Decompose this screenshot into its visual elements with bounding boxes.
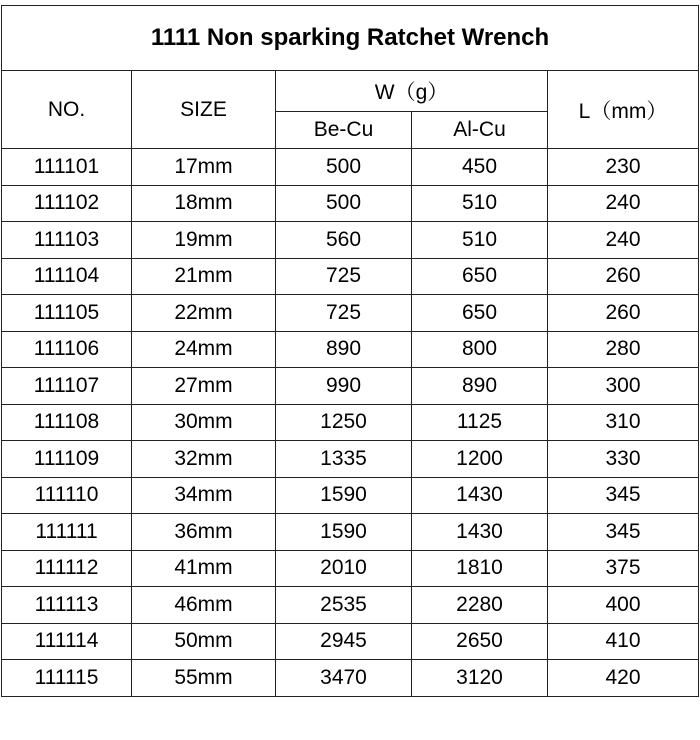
cell-length: 240 xyxy=(548,185,699,222)
cell-al-cu: 1430 xyxy=(412,477,548,514)
cell-be-cu: 2535 xyxy=(276,587,412,624)
cell-length: 345 xyxy=(548,477,699,514)
table-title: 1111 Non sparking Ratchet Wrench xyxy=(2,6,699,71)
cell-be-cu: 1335 xyxy=(276,441,412,478)
cell-be-cu: 560 xyxy=(276,222,412,259)
header-al-cu: Al-Cu xyxy=(412,112,548,149)
table-row xyxy=(2,222,699,259)
cell-size: 30mm xyxy=(132,404,276,441)
cell-no: 111113 xyxy=(2,587,132,624)
cell-length: 240 xyxy=(548,222,699,259)
cell-no: 111101 xyxy=(2,149,132,186)
cell-no: 111107 xyxy=(2,368,132,405)
table-row xyxy=(2,258,699,295)
cell-no: 111110 xyxy=(2,477,132,514)
cell-size: 19mm xyxy=(132,222,276,259)
cell-length: 400 xyxy=(548,587,699,624)
cell-no: 111105 xyxy=(2,295,132,332)
cell-al-cu: 650 xyxy=(412,258,548,295)
cell-be-cu: 990 xyxy=(276,368,412,405)
cell-no: 111102 xyxy=(2,185,132,222)
table-row xyxy=(2,550,699,587)
cell-be-cu: 2945 xyxy=(276,623,412,660)
cell-be-cu: 3470 xyxy=(276,660,412,697)
cell-al-cu: 890 xyxy=(412,368,548,405)
cell-al-cu: 1430 xyxy=(412,514,548,551)
table-row xyxy=(2,660,699,697)
cell-be-cu: 500 xyxy=(276,149,412,186)
cell-length: 260 xyxy=(548,295,699,332)
cell-size: 55mm xyxy=(132,660,276,697)
cell-no: 111106 xyxy=(2,331,132,368)
cell-al-cu: 2280 xyxy=(412,587,548,624)
table-row xyxy=(2,331,699,368)
cell-no: 111114 xyxy=(2,623,132,660)
cell-al-cu: 510 xyxy=(412,185,548,222)
table-row xyxy=(2,514,699,551)
cell-size: 21mm xyxy=(132,258,276,295)
cell-be-cu: 1590 xyxy=(276,514,412,551)
cell-al-cu: 1200 xyxy=(412,441,548,478)
cell-no: 111109 xyxy=(2,441,132,478)
spec-table xyxy=(1,5,699,697)
header-no: NO. xyxy=(2,71,132,149)
cell-be-cu: 725 xyxy=(276,258,412,295)
cell-size: 18mm xyxy=(132,185,276,222)
header-size: SIZE xyxy=(132,71,276,149)
cell-size: 24mm xyxy=(132,331,276,368)
table-row xyxy=(2,477,699,514)
header-be-cu: Be-Cu xyxy=(276,112,412,149)
title-row xyxy=(2,6,699,71)
cell-size: 17mm xyxy=(132,149,276,186)
cell-al-cu: 1810 xyxy=(412,550,548,587)
table-row xyxy=(2,623,699,660)
cell-al-cu: 450 xyxy=(412,149,548,186)
cell-be-cu: 2010 xyxy=(276,550,412,587)
table-row xyxy=(2,441,699,478)
cell-be-cu: 725 xyxy=(276,295,412,332)
cell-length: 330 xyxy=(548,441,699,478)
cell-size: 46mm xyxy=(132,587,276,624)
table-row xyxy=(2,149,699,186)
cell-size: 50mm xyxy=(132,623,276,660)
header-weight: W（g） xyxy=(276,71,548,112)
cell-length: 300 xyxy=(548,368,699,405)
cell-size: 27mm xyxy=(132,368,276,405)
cell-length: 410 xyxy=(548,623,699,660)
cell-be-cu: 1590 xyxy=(276,477,412,514)
cell-al-cu: 1125 xyxy=(412,404,548,441)
cell-be-cu: 1250 xyxy=(276,404,412,441)
cell-length: 310 xyxy=(548,404,699,441)
table-row xyxy=(2,295,699,332)
cell-size: 41mm xyxy=(132,550,276,587)
cell-al-cu: 650 xyxy=(412,295,548,332)
table-row xyxy=(2,185,699,222)
header-row xyxy=(2,71,699,112)
cell-al-cu: 2650 xyxy=(412,623,548,660)
cell-no: 111112 xyxy=(2,550,132,587)
table-row xyxy=(2,368,699,405)
cell-al-cu: 510 xyxy=(412,222,548,259)
table-body xyxy=(2,149,699,697)
cell-no: 111111 xyxy=(2,514,132,551)
table-row xyxy=(2,404,699,441)
cell-be-cu: 890 xyxy=(276,331,412,368)
cell-size: 22mm xyxy=(132,295,276,332)
cell-length: 280 xyxy=(548,331,699,368)
cell-no: 111108 xyxy=(2,404,132,441)
cell-length: 420 xyxy=(548,660,699,697)
cell-length: 345 xyxy=(548,514,699,551)
header-length: L（mm） xyxy=(548,71,699,149)
cell-al-cu: 800 xyxy=(412,331,548,368)
cell-size: 34mm xyxy=(132,477,276,514)
cell-no: 111115 xyxy=(2,660,132,697)
table-row xyxy=(2,587,699,624)
cell-no: 111104 xyxy=(2,258,132,295)
cell-size: 32mm xyxy=(132,441,276,478)
cell-be-cu: 500 xyxy=(276,185,412,222)
cell-no: 111103 xyxy=(2,222,132,259)
cell-length: 260 xyxy=(548,258,699,295)
cell-length: 230 xyxy=(548,149,699,186)
cell-length: 375 xyxy=(548,550,699,587)
cell-size: 36mm xyxy=(132,514,276,551)
cell-al-cu: 3120 xyxy=(412,660,548,697)
